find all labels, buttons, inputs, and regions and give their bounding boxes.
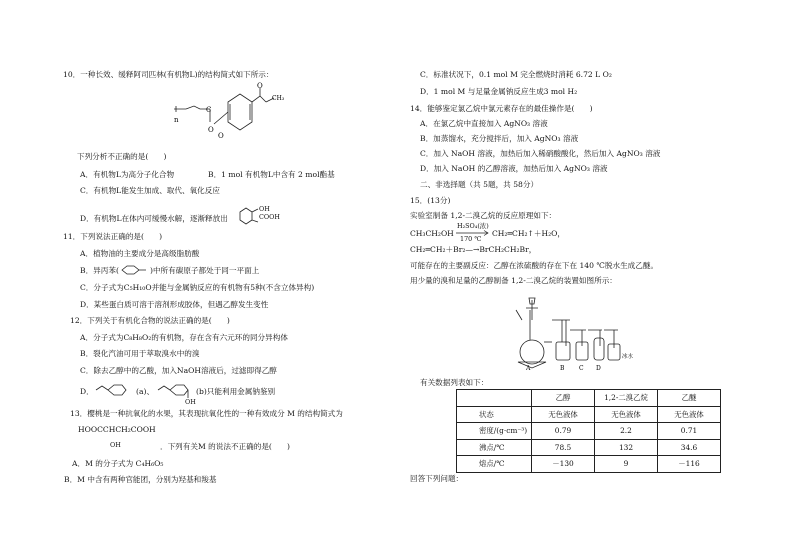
- table-header: 1,2-二溴乙烷: [595, 390, 658, 407]
- q15-eq1-left: CH₃CH₂OH: [410, 229, 454, 238]
- q10-struct-c: C: [206, 106, 212, 114]
- table-row: [457, 423, 721, 440]
- q13-option-c[interactable]: C．标准状况下，0.1 mol M 完全燃烧时消耗 6.72 L O₂: [420, 70, 612, 79]
- q13-option-a[interactable]: A．M 的分子式为 C₄H₆O₅: [72, 459, 164, 468]
- q10-struct-n: n: [174, 116, 179, 124]
- q13-formula: HOOCCHCH₂COOH: [78, 425, 156, 434]
- table-cell: 0.79: [532, 423, 595, 440]
- q12-option-b[interactable]: B．裂化汽油可用于萃取溴水中的溴: [80, 349, 200, 358]
- q10-option-a[interactable]: A．有机物L为高分子化合物: [80, 170, 175, 179]
- q11-option-c[interactable]: C．分子式为C₅H₁₀O并能与金属钠反应的有机物有5种(不含立体异构): [80, 283, 315, 292]
- q10-d-cooh: COOH: [259, 213, 280, 221]
- q10-d-oh: OH: [259, 205, 270, 213]
- q11-option-b-pre[interactable]: B．异丙苯(: [80, 266, 119, 275]
- table-cell: 无色液体: [595, 406, 658, 423]
- table-cell: 熔点/℃: [457, 456, 532, 473]
- table-row: [457, 439, 721, 456]
- table-cell: 沸点/℃: [457, 439, 532, 456]
- table-cell: 无色液体: [658, 406, 721, 423]
- table-header-row: [457, 390, 721, 407]
- q15-eq2: CH₂═CH₂＋Br₂—→BrCH₂CH₂Br，: [410, 245, 537, 254]
- q11-option-d[interactable]: D．某些蛋白质可溶于溶剂形成胶体，但遇乙醇发生变性: [80, 300, 269, 309]
- q10-option-c[interactable]: C．有机物L能发生加成、取代、氧化反应: [80, 186, 220, 195]
- table-cell: 状态: [457, 406, 532, 423]
- apparatus-label-d: D: [596, 365, 601, 372]
- table-cell: 无色液体: [532, 406, 595, 423]
- apparatus-diagram: [508, 290, 638, 372]
- q13-stem: 13．樱桃是一种抗氧化的水果，其表现抗氧化性的一种有效成分 M 的结构简式为: [70, 409, 343, 418]
- q15-setup-text: 用少量的溴和足量的乙醇制备 1,2-二溴乙烷的装置如图所示：: [410, 276, 617, 285]
- q10-struct-o1: O: [208, 126, 214, 134]
- q12-option-d-pre[interactable]: D．: [80, 387, 94, 396]
- q10-option-d[interactable]: D．有机物L在体内可缓慢水解，逐渐释放出: [80, 214, 228, 223]
- apparatus-label-a: A: [526, 365, 531, 372]
- q10-structure-diagram: [170, 82, 285, 142]
- section-2-heading: 二、非选择题（共 5题，共 58分）: [420, 180, 539, 189]
- table-cell: 0.71: [658, 423, 721, 440]
- data-table: [456, 389, 721, 473]
- q11-option-a[interactable]: A．植物油的主要成分是高级脂肪酸: [80, 249, 200, 258]
- q15-eq1-cond-top: H₂SO₄(浓): [457, 222, 489, 230]
- q14-option-b[interactable]: B．加蒸馏水，充分搅拌后，加入 AgNO₃ 溶液: [420, 134, 579, 143]
- table-cell: 2.2: [595, 423, 658, 440]
- q15-table-title: 有关数据列表如下：: [420, 378, 489, 387]
- q15-eq1-cond-bot: 170 ℃: [460, 235, 482, 243]
- q15-side-reaction: 可能存在的主要副反应：乙醇在浓硫酸的存在下在 140 ℃脱水生成乙醚。: [410, 261, 659, 270]
- q12-label-a: (a)、: [136, 387, 155, 396]
- q13-option-b[interactable]: B．M 中含有两种官能团，分别为羟基和羧基: [64, 475, 217, 484]
- q10-question: 下列分析不正确的是( ): [77, 152, 167, 161]
- q11-option-b-post: )中所有碳原子都处于同一平面上: [150, 266, 260, 275]
- q10-stem: 10．一种长效、缓释阿司匹林(有机物L)的结构简式如下所示：: [63, 70, 274, 79]
- q10-option-b[interactable]: B．1 mol 有机物L中含有 2 mol酯基: [208, 170, 335, 179]
- q10-struct-o2: O: [257, 82, 263, 90]
- q11-stem: 11．下列说法正确的是( ): [63, 232, 163, 241]
- q12-structure-b: [154, 380, 196, 400]
- table-cell: －116: [658, 456, 721, 473]
- table-cell: －130: [532, 456, 595, 473]
- apparatus-label-c: C: [579, 365, 584, 372]
- apparatus-label-ice-water: 冰水: [622, 354, 634, 360]
- table-row: [457, 406, 721, 423]
- table-cell: 9: [595, 456, 658, 473]
- q12-option-c[interactable]: C．除去乙醇中的乙酸，加入NaOH溶液后，过滤即得乙醇: [80, 366, 277, 375]
- q15-answer-prompt: 回答下列问题：: [410, 474, 464, 483]
- q14-option-c[interactable]: C．加入 NaOH 溶液，加热后加入稀硝酸酸化，然后加入 AgNO₃ 溶液: [420, 149, 661, 158]
- table-header: [457, 390, 532, 407]
- q10-struct-o3: O: [218, 132, 224, 140]
- q14-option-a[interactable]: A．在氯乙烷中直接加入 AgNO₃ 溶液: [420, 119, 548, 128]
- q15-eq1-right: CH₂═CH₂↑＋H₂O，: [492, 229, 565, 238]
- table-header: 乙醇: [532, 390, 595, 407]
- apparatus-label-b: B: [560, 365, 565, 372]
- table-cell: 34.6: [658, 439, 721, 456]
- table-cell: 密度/(g·cm⁻³): [457, 423, 532, 440]
- table-row: [457, 456, 721, 473]
- table-cell: 132: [595, 439, 658, 456]
- q10-struct-ch3: CH₃: [272, 95, 285, 102]
- q14-option-d[interactable]: D．加入 NaOH 的乙醇溶液，加热后加入 AgNO₃ 溶液: [420, 164, 608, 173]
- q12-oh: OH: [185, 398, 196, 406]
- table-header: 乙醚: [658, 390, 721, 407]
- q13-option-d[interactable]: D．1 mol M 与足量金属钠反应生成3 mol H₂: [420, 87, 578, 96]
- q15-stem: 15．(13分): [410, 196, 451, 205]
- q12-option-a[interactable]: A．分子式为C₈H₈O₂的有机物，存在含有六元环的同分异构体: [80, 333, 288, 342]
- table-cell: 78.5: [532, 439, 595, 456]
- q12-stem: 12．下列关于有机化合物的说法正确的是( ): [70, 316, 230, 325]
- q13-formula-oh: OH: [110, 441, 121, 449]
- q13-question: ．下列有关M 的说法不正确的是( ): [160, 442, 291, 451]
- q15-intro: 实验室制备 1,2-二溴乙烷的反应原理如下：: [410, 211, 557, 220]
- q14-stem: 14．能够鉴定氯乙烷中氯元素存在的最佳操作是( ): [410, 104, 593, 113]
- q12-structure-a: [92, 380, 134, 400]
- cumene-structure: [118, 263, 150, 277]
- q12-label-b: (b)只能利用金属钠鉴别: [196, 387, 276, 396]
